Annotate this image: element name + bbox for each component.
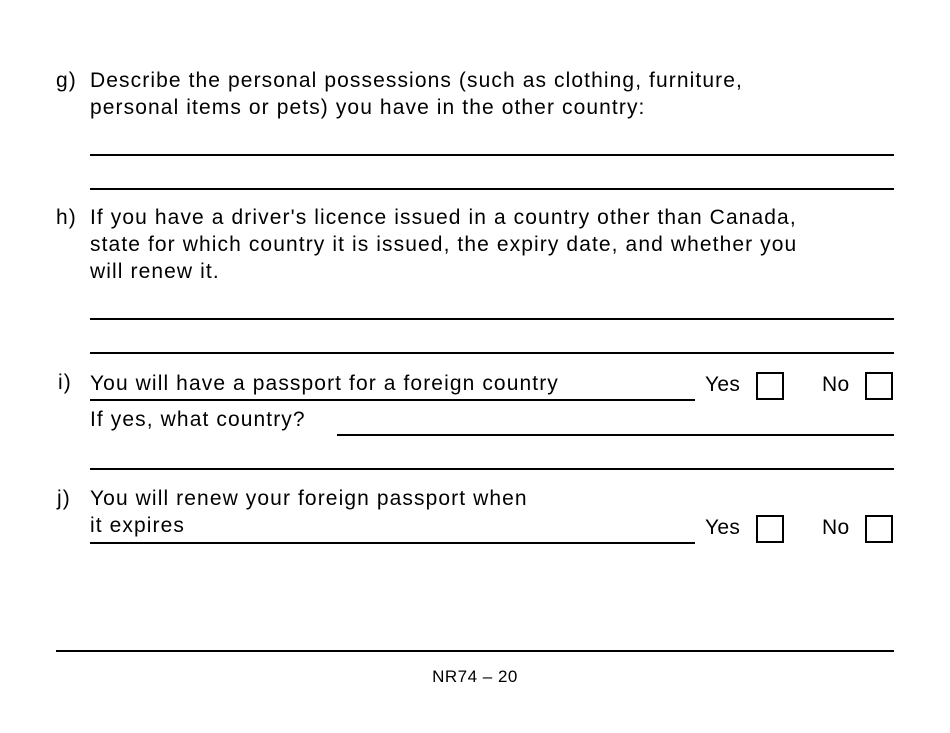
footer-divider [56,650,894,652]
question-h-answer-line-1[interactable] [90,318,894,320]
question-h-answer-line-2[interactable] [90,352,894,354]
question-h-text-line-2: state for which country it is issued, the expiry date, and whether you [90,233,798,256]
question-i-answer-line-2[interactable] [90,468,894,470]
question-j-statement-underline [90,542,695,544]
question-j-no-label: No [822,516,850,539]
question-h-text-line-1: If you have a driver's licence issued in a country other than Canada, [90,206,797,229]
question-i-yes-label: Yes [705,373,741,396]
question-g-answer-line-1[interactable] [90,154,894,156]
question-i-yes-checkbox[interactable] [756,372,784,400]
question-j-marker: j) [57,487,71,510]
question-i-text: You will have a passport for a foreign country [90,372,559,395]
question-i-marker: i) [58,371,72,394]
page-number: NR74 – 20 [432,667,518,686]
question-g-marker: g) [56,69,77,92]
question-g-text-line-1: Describe the personal possessions (such as clothing, furniture, [90,69,743,92]
question-j-yes-label: Yes [705,516,741,539]
question-i-no-checkbox[interactable] [865,372,893,400]
question-j-no-checkbox[interactable] [865,515,893,543]
question-g-text-line-2: personal items or pets) you have in the other country: [90,96,646,119]
question-j-yes-checkbox[interactable] [756,515,784,543]
question-i-followup-label: If yes, what country? [90,408,306,431]
question-h-marker: h) [56,206,77,229]
question-i-country-answer-line[interactable] [337,434,894,436]
question-i-statement-underline [90,399,695,401]
question-h-text-line-3: will renew it. [90,260,220,283]
question-g-answer-line-2[interactable] [90,188,894,190]
question-j-text-line-1: You will renew your foreign passport when [90,487,528,510]
question-i-no-label: No [822,373,850,396]
question-j-text-line-2: it expires [90,514,186,537]
